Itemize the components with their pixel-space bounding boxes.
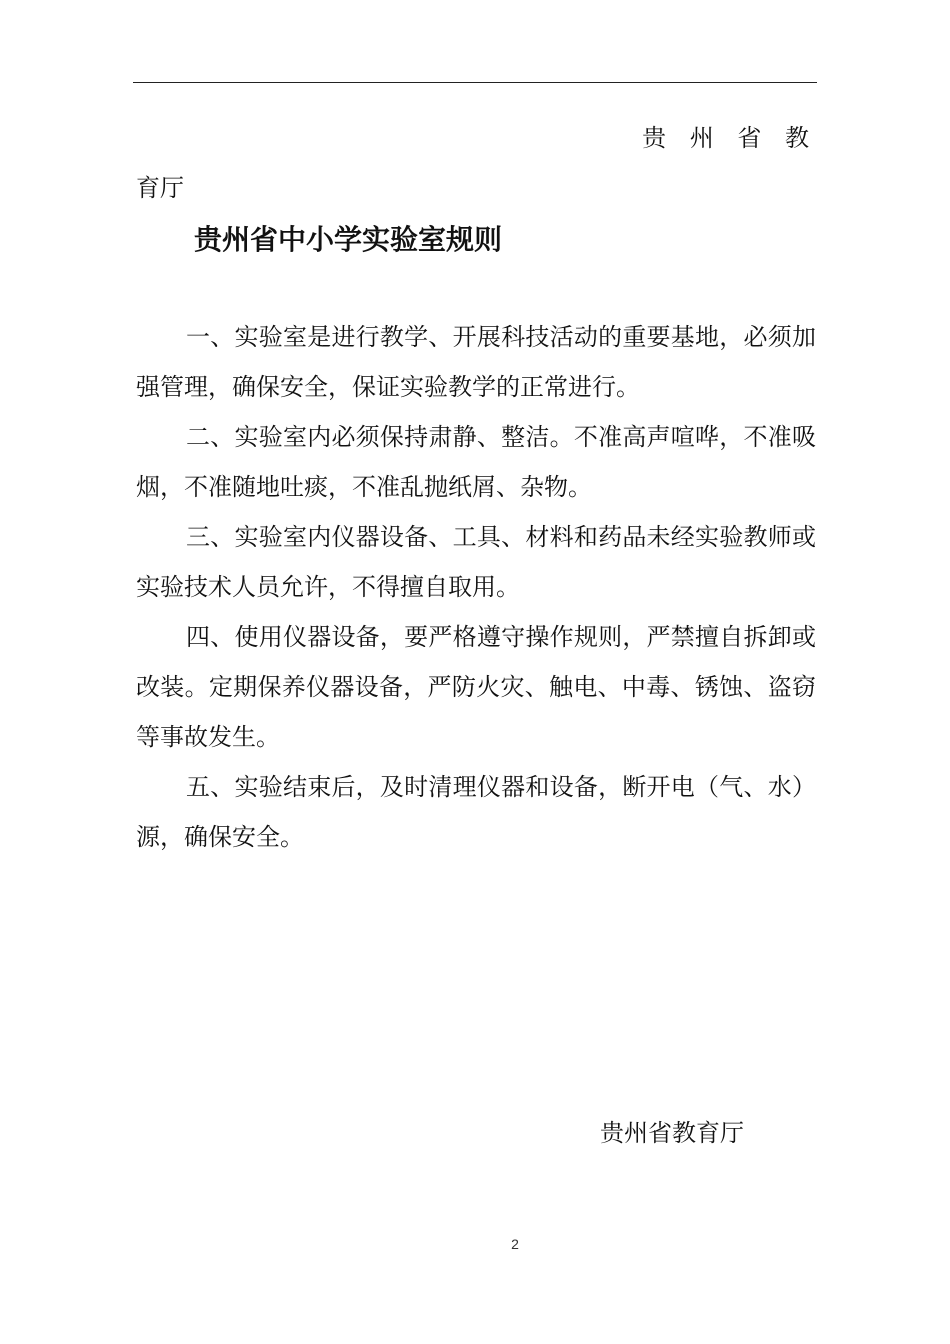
rule-paragraph-4: 四、使用仪器设备，要严格遵守操作规则，严禁擅自拆卸或改装。定期保养仪器设备，严防火灾、触电、中毒、锈蚀、盗窃等事故发生。: [136, 623, 816, 751]
rule-paragraph-2: 二、实验室内必须保持肃静、整洁。不准高声喧哗，不准吸烟，不准随地吐痰，不准乱抛纸屑、杂物。: [136, 423, 816, 501]
rule-paragraph-3: 三、实验室内仪器设备、工具、材料和药品未经实验教师或实验技术人员允许，不得擅自取用。: [136, 523, 816, 601]
page-number: 2: [511, 1236, 519, 1252]
rule-paragraph-1: 一、实验室是进行教学、开展科技活动的重要基地，必须加强管理，确保安全，保证实验教学的正常进行。: [136, 323, 816, 401]
document-body: [136, 312, 816, 862]
document-title: 贵州省中小学实验室规则: [194, 223, 503, 256]
header-rule: [133, 82, 817, 83]
signature: 贵州省教育厅: [600, 1119, 744, 1147]
issuer-header-line1: 贵 州 省 教: [642, 124, 817, 152]
issuer-header-line2: 育厅: [136, 174, 184, 202]
rule-paragraph-5: 五、实验结束后，及时清理仪器和设备，断开电（气、水）源，确保安全。: [136, 773, 816, 851]
